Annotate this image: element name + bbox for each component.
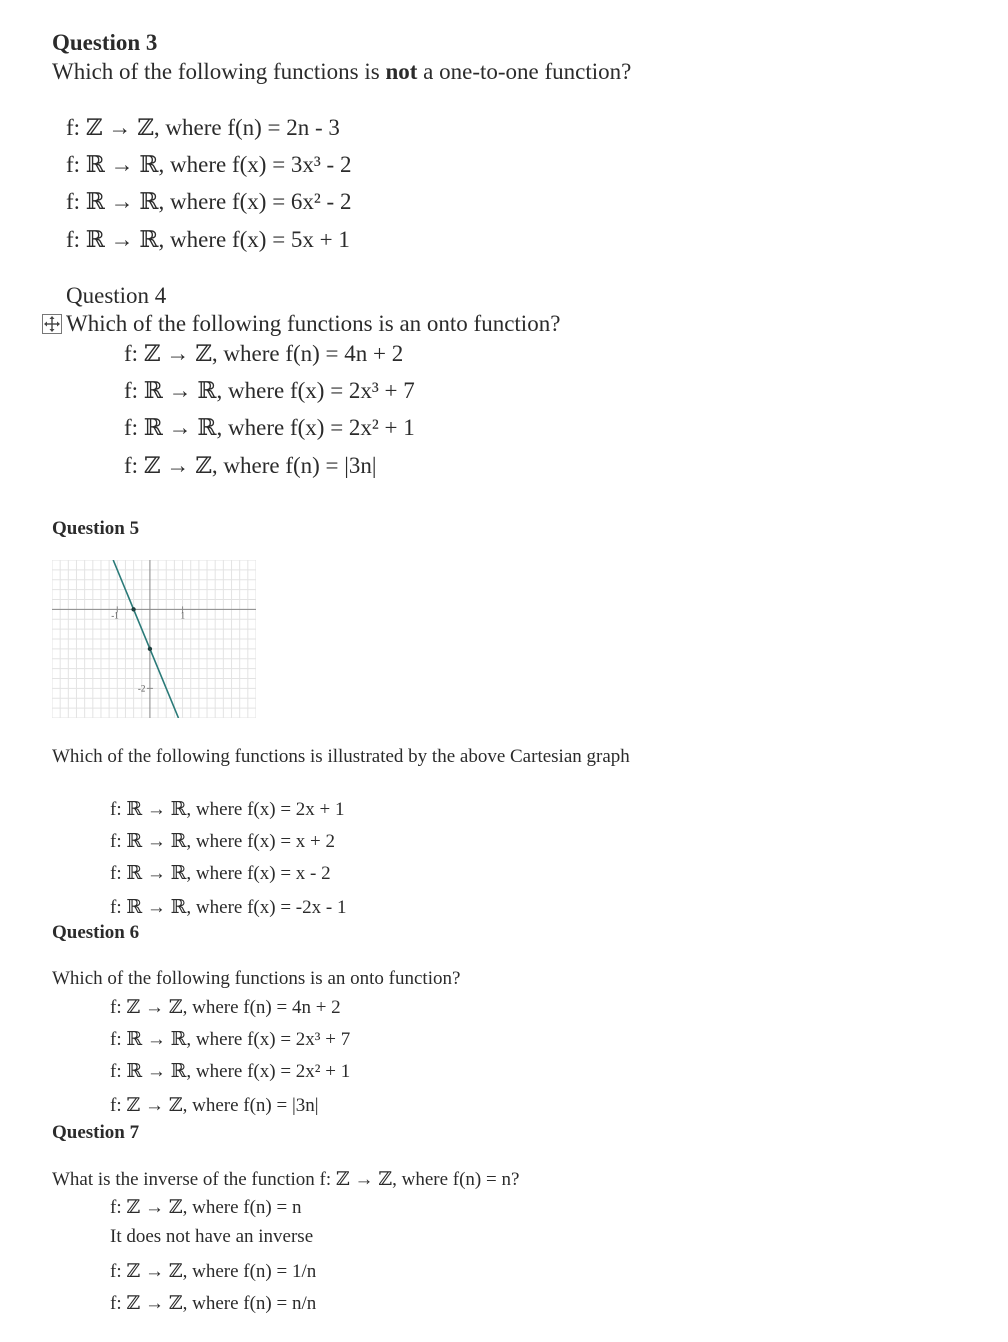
question-5-option-1[interactable]: f: ℝ → ℝ, where f(x) = 2x + 1 <box>110 799 345 820</box>
question-5-option-4[interactable]: f: ℝ → ℝ, where f(x) = -2x - 1 <box>110 897 347 918</box>
question-7-option-2[interactable]: It does not have an inverse <box>110 1226 314 1247</box>
question-7-option-4[interactable]: f: ℤ → ℤ, where f(n) = n/n <box>110 1293 317 1314</box>
tick-label-x-neg: -1 <box>111 610 119 621</box>
question-3-option-1[interactable]: f: ℤ → ℤ, where f(n) = 2n - 3 <box>66 115 340 140</box>
question-3-text <box>52 59 631 85</box>
question-6-option-1[interactable]: f: ℤ → ℤ, where f(n) = 4n + 2 <box>110 997 341 1018</box>
question-7-text: What is the inverse of the function f: ℤ → ℤ, where f(n) = n? <box>52 1169 520 1190</box>
question-4-text: Which of the following functions is an onto function? <box>66 311 561 336</box>
question-4-option-1[interactable]: f: ℤ → ℤ, where f(n) = 4n + 2 <box>124 341 404 366</box>
question-6-text: Which of the following functions is an onto function? <box>52 968 461 989</box>
question-6-heading: Question 6 <box>52 922 140 943</box>
move-handle-icon[interactable] <box>42 314 62 334</box>
tick-label-y-neg: -2 <box>137 683 146 694</box>
data-point <box>148 647 152 651</box>
question-3-text-bold: not <box>385 59 418 84</box>
question-7-heading: Question 7 <box>52 1122 140 1143</box>
question-4-heading: Question 4 <box>66 283 167 308</box>
question-6-option-2[interactable]: f: ℝ → ℝ, where f(x) = 2x³ + 7 <box>110 1029 351 1050</box>
tick-label-x-pos: 1 <box>180 610 186 621</box>
question-3-text-before: Which of the following functions is <box>52 59 386 84</box>
question-5-option-3[interactable]: f: ℝ → ℝ, where f(x) = x - 2 <box>110 863 331 884</box>
question-4-option-4[interactable]: f: ℤ → ℤ, where f(n) = |3n| <box>124 453 377 478</box>
graph-grid <box>52 560 256 718</box>
question-6-option-4[interactable]: f: ℤ → ℤ, where f(n) = |3n| <box>110 1095 319 1116</box>
question-4-option-2[interactable]: f: ℝ → ℝ, where f(x) = 2x³ + 7 <box>124 378 415 403</box>
question-7-option-1[interactable]: f: ℤ → ℤ, where f(n) = n <box>110 1197 302 1218</box>
question-5-option-2[interactable]: f: ℝ → ℝ, where f(x) = x + 2 <box>110 831 336 852</box>
question-4-option-3[interactable]: f: ℝ → ℝ, where f(x) = 2x² + 1 <box>124 415 415 440</box>
question-6-option-3[interactable]: f: ℝ → ℝ, where f(x) = 2x² + 1 <box>110 1061 351 1082</box>
question-3-text-after: a one-to-one function? <box>417 59 632 84</box>
data-point <box>131 607 135 611</box>
question-3-option-4[interactable]: f: ℝ → ℝ, where f(x) = 5x + 1 <box>66 227 350 252</box>
question-3-heading: Question 3 <box>52 30 158 55</box>
question-7-option-3[interactable]: f: ℤ → ℤ, where f(n) = 1/n <box>110 1261 317 1282</box>
question-3-option-3[interactable]: f: ℝ → ℝ, where f(x) = 6x² - 2 <box>66 189 352 214</box>
cartesian-graph <box>52 560 256 718</box>
question-3-option-2[interactable]: f: ℝ → ℝ, where f(x) = 3x³ - 2 <box>66 152 352 177</box>
question-5-heading: Question 5 <box>52 518 140 539</box>
question-5-text: Which of the following functions is illustrated by the above Cartesian graph <box>52 746 630 767</box>
